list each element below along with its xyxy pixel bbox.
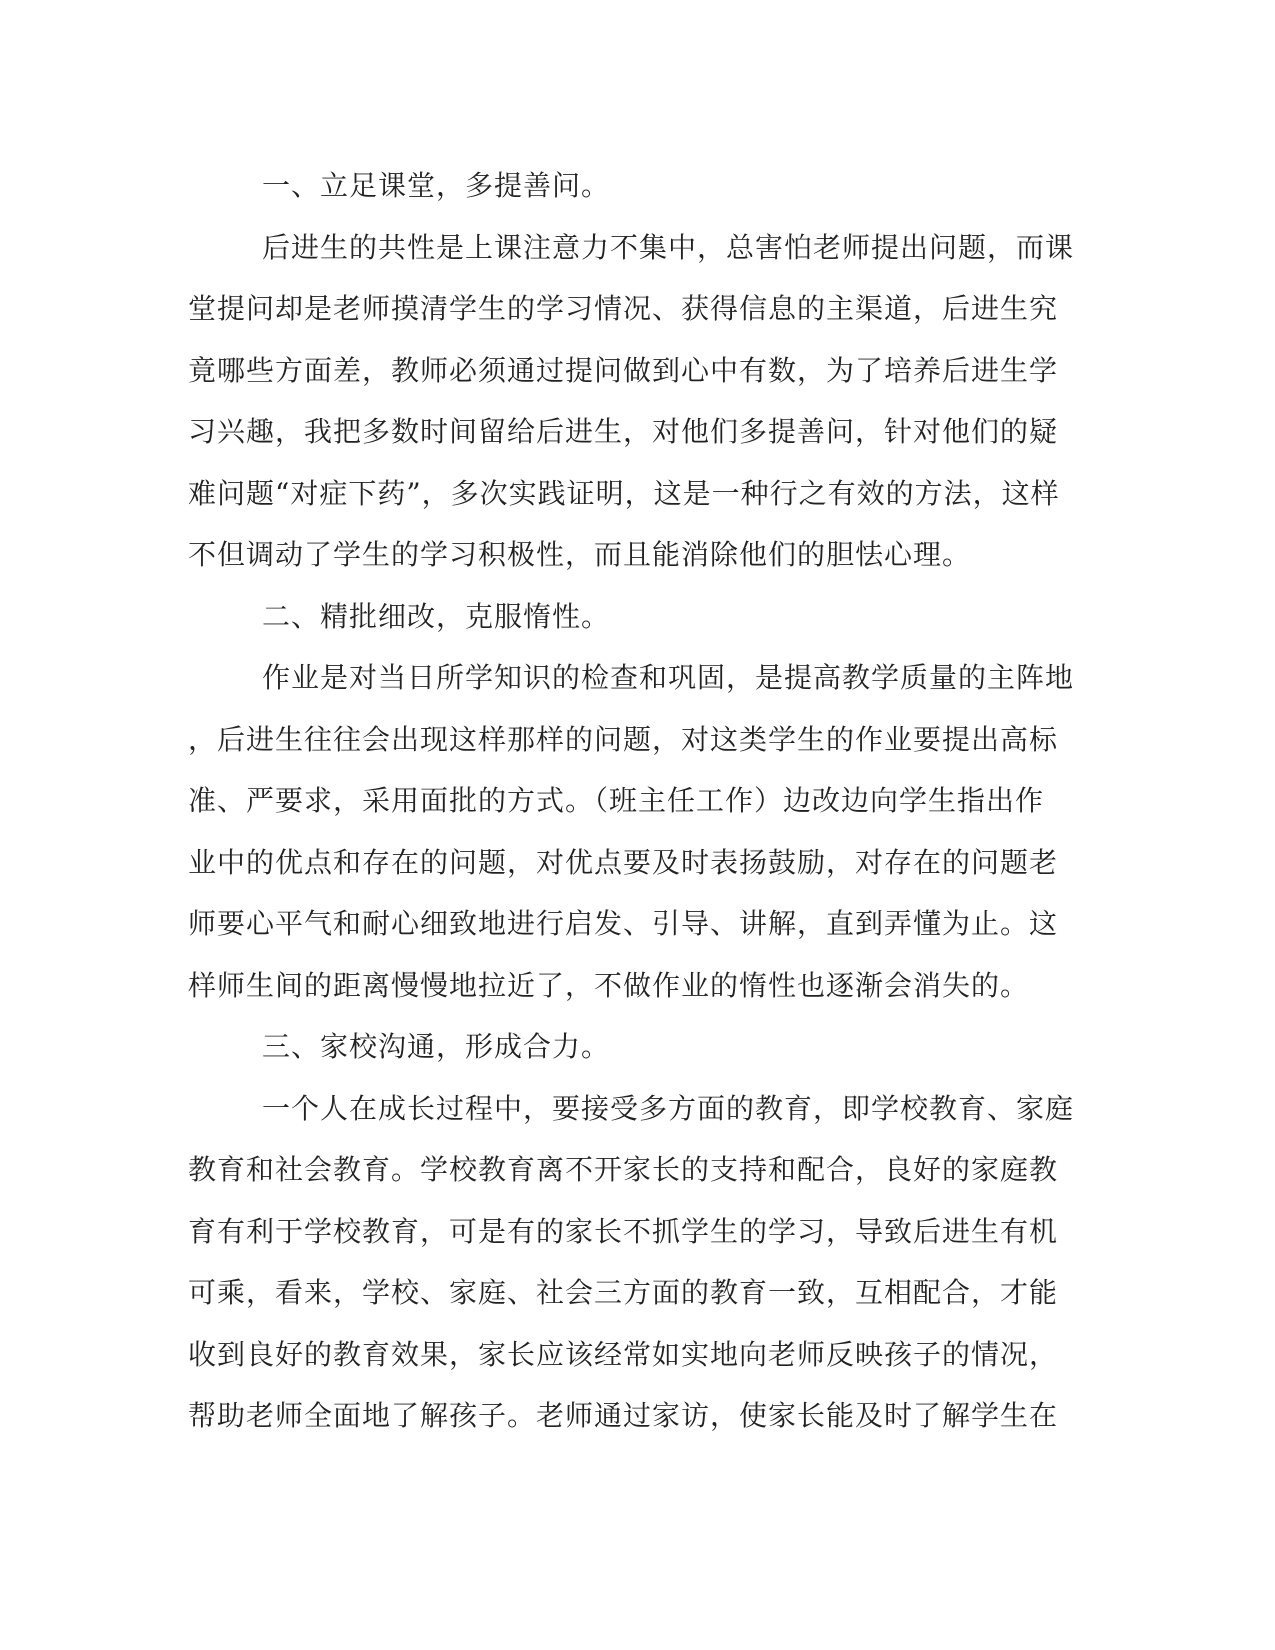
paragraph-line: 作业是对当日所学知识的检查和巩固，是提高教学质量的主阵地	[262, 661, 1075, 694]
paragraph-line: 习兴趣，我把多数时间留给后进生，对他们多提善问，针对他们的疑	[188, 415, 1059, 448]
paragraph-line: 可乘，看来，学校、家庭、社会三方面的教育一致，互相配合，才能	[188, 1276, 1059, 1309]
paragraph-line: 教育和社会教育。学校教育离不开家长的支持和配合，良好的家庭教	[188, 1153, 1059, 1186]
paragraph-line: 师要心平气和耐心细致地进行启发、引导、讲解，直到弄懂为止。这	[188, 907, 1059, 940]
paragraph-line: 育有利于学校教育，可是有的家长不抓学生的学习，导致后进生有机	[188, 1214, 1059, 1248]
document-body	[188, 155, 1088, 1447]
paragraph-line: 收到良好的教育效果，家长应该经常如实地向老师反映孩子的情况，	[188, 1337, 1059, 1371]
paragraph-line: 业中的优点和存在的问题，对优点要及时表扬鼓励，对存在的问题老	[188, 845, 1059, 879]
paragraph-line: 后进生的共性是上课注意力不集中，总害怕老师提出问题，而课	[262, 230, 1075, 264]
paragraph-line: 帮助老师全面地了解孩子。老师通过家访，使家长能及时了解学生在	[188, 1399, 1059, 1432]
paragraph-line: ，后进生往往会出现这样那样的问题，对这类学生的作业要提出高标	[188, 722, 1059, 756]
paragraph-line: 样师生间的距离慢慢地拉近了，不做作业的惰性也逐渐会消失的。	[188, 968, 1030, 1002]
paragraph-line: 一个人在成长过程中，要接受多方面的教育，即学校教育、家庭	[262, 1091, 1075, 1125]
paragraph-line: 难问题“对症下药”，多次实践证明，这是一种行之有效的方法，这样	[188, 476, 1060, 510]
section-heading: 二、精批细改，克服惰性。	[262, 599, 611, 633]
section-heading: 三、家校沟通，形成合力。	[262, 1030, 611, 1063]
paragraph-line: 准、严要求，采用面批的方式。（班主任工作）边改边向学生指出作	[188, 784, 1045, 817]
paragraph-line: 堂提问却是老师摸清学生的学习情况、获得信息的主渠道，后进生究	[188, 292, 1059, 325]
paragraph-line: 竟哪些方面差，教师必须通过提问做到心中有数，为了培养后进生学	[188, 353, 1059, 387]
paragraph-line: 不但调动了学生的学习积极性，而且能消除他们的胆怯心理。	[188, 538, 972, 571]
section-heading: 一、立足课堂，多提善问。	[262, 169, 611, 202]
